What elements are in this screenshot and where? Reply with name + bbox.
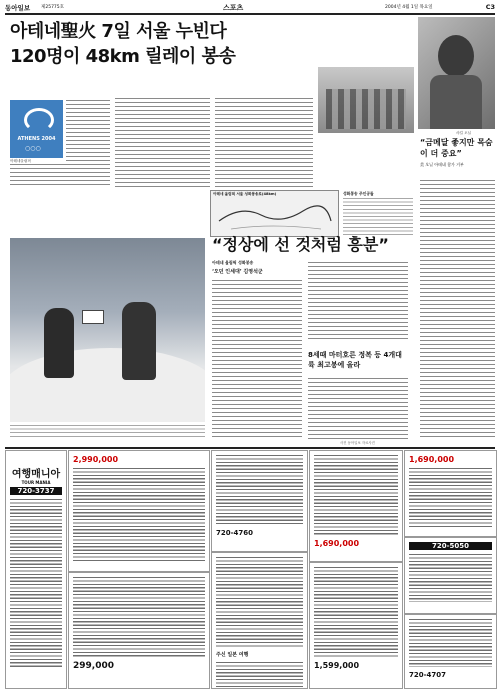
route-line [211, 191, 338, 236]
masthead [5, 3, 495, 13]
tour-phone: 720-3737 [10, 487, 62, 495]
ad-block-3 [68, 572, 210, 689]
map-side-title: 성화봉송 주인공들 [343, 191, 374, 196]
everest-mid-caption: 8세때 마터호른 정복 등 4개대륙 최고봉에 올라 [308, 351, 402, 369]
ad3-price: 299,000 [73, 661, 114, 671]
logo-text: ATHENS 2004 [17, 136, 56, 142]
torch-route-map [210, 190, 339, 237]
torch-headline-2: 120명이 48km 릴레이 봉송 [10, 46, 236, 67]
everest-headline: “정상에 선 것처럼 흥분” [212, 235, 389, 254]
ad-block-2 [68, 450, 210, 572]
ad7-price: 1,690,000 [409, 455, 455, 464]
everest-subhead2: ‘오던 인세대’ 김영석군 [212, 269, 263, 275]
map-side-text [343, 198, 413, 236]
torch-body-col1 [66, 100, 110, 162]
oneal-caption: 샤킬 오닐 [456, 131, 472, 135]
torch-headline-1: 아테네聖火 7일 서울 누빈다 [10, 21, 227, 42]
everest-subhead1: 아테네 올림픽 성화봉송 [212, 260, 254, 265]
paper-name: 동아일보 [5, 4, 31, 12]
everest-body-col2 [308, 262, 408, 342]
climber-right [122, 302, 156, 380]
torch-body-col3 [215, 98, 313, 188]
logo-caption: 아테네올림픽 [10, 159, 31, 163]
everest-credit: 사진 동아일보 자료사진 [340, 441, 375, 445]
oneal-quote: “금메달 좋지만 목숨이 더 중요” [420, 138, 493, 158]
logo-wreath-icon [24, 108, 54, 132]
everest-body-col1 [212, 280, 302, 440]
page-number: C3 [485, 3, 495, 11]
everest-photo-caption [10, 425, 205, 437]
ad10-phone: 720-4707 [409, 671, 446, 679]
header-rule [5, 13, 495, 15]
issue-number: 제25775호 [41, 5, 65, 10]
ads-top-rule [5, 447, 495, 449]
athens-logo [10, 100, 63, 158]
ad-block-10 [404, 614, 497, 689]
ad-block-4 [211, 450, 308, 552]
ad-block-9 [211, 552, 308, 689]
ad-block-6 [309, 562, 403, 689]
issue-date: 2004년 4월 1일 목요일 [385, 5, 433, 10]
oneal-quote-sub: 美 오닐 아테네 참가 거부 [420, 162, 464, 167]
ad6-price: 1,599,000 [314, 661, 360, 670]
tour-brand: 여행매니아 [11, 469, 61, 480]
ad-block-7 [404, 450, 497, 537]
ad2-price: 2,990,000 [73, 455, 119, 464]
ad4-phone: 720-4760 [216, 529, 253, 537]
olympic-rings-icon: ○○○ [25, 145, 41, 152]
section-title: 스포츠 [223, 4, 244, 12]
ad5-price: 1,690,000 [314, 539, 360, 548]
torch-group-photo [318, 67, 414, 133]
torch-body-col2 [115, 98, 210, 188]
ad-tour-mania [5, 450, 67, 689]
everest-photo [10, 238, 205, 422]
everest-body-col2b [308, 378, 408, 440]
ad-block-8 [404, 537, 497, 614]
ad-block-5 [309, 450, 403, 562]
climber-left [44, 308, 74, 378]
ad8-phone: 720-5050 [409, 542, 492, 550]
oneal-body-b [420, 272, 495, 440]
oneal-body-a [420, 180, 495, 270]
flag [82, 310, 104, 324]
ad9-label: 주신 일본 여행 [216, 652, 249, 658]
map-title: 아테네 올림픽 서울 성화봉송로(48km) [213, 192, 277, 196]
oneal-photo [418, 17, 495, 129]
torch-body-col1b [10, 164, 110, 188]
tour-brand-en: TOUR MANIA [21, 480, 51, 485]
